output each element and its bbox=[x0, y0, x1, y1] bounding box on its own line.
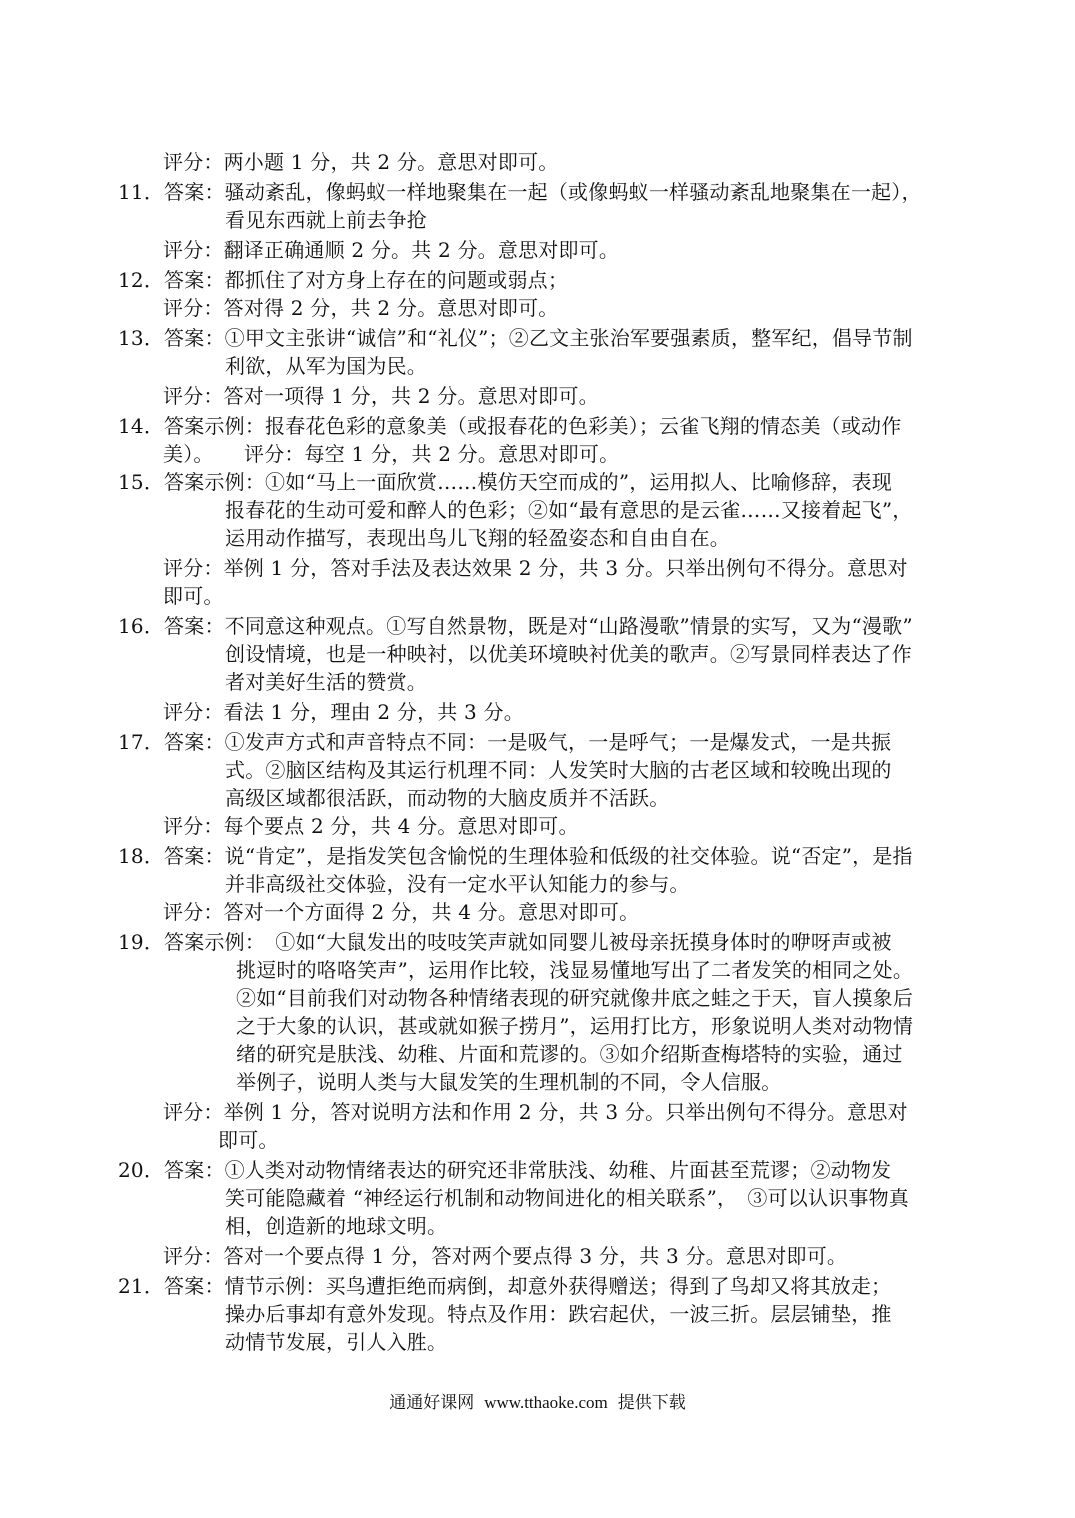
text-line: 评分：两小题 1 分，共 2 分。意思对即可。 bbox=[163, 150, 559, 174]
text-line: 式。②脑区结构及其运行机理不同：人发笑时大脑的古老区域和较晚出现的 bbox=[225, 758, 892, 782]
text-line: 评分：看法 1 分，理由 2 分，共 3 分。 bbox=[163, 700, 524, 724]
text-line: ②如“目前我们对动物各种情绪表现的研究就像井底之蛙之于天，盲人摸象后 bbox=[236, 986, 914, 1010]
footer-url-link[interactable]: www.tthaoke.com bbox=[484, 1393, 608, 1412]
text-line: 报春花的生动可爱和醉人的色彩；②如“最有意思的是云雀……又接着起飞”， bbox=[225, 498, 913, 522]
text-line: 11．答案：骚动紊乱，像蚂蚁一样地聚集在一起（或像蚂蚁一样骚动紊乱地聚集在一起）， bbox=[118, 180, 922, 204]
text-line: 评分：举例 1 分，答对说明方法和作用 2 分，共 3 分。只举出例句不得分。意思对 bbox=[163, 1100, 908, 1124]
page-footer bbox=[0, 1391, 1075, 1415]
text-line: 20．答案：①人类对动物情绪表达的研究还非常肤浅、幼稚、片面甚至荒谬；②动物发 bbox=[118, 1158, 892, 1182]
text-line: 利欲，从军为国为民。 bbox=[225, 354, 427, 378]
text-line: 创设情境，也是一种映衬，以优美环境映衬优美的歌声。②写景同样表达了作 bbox=[225, 642, 912, 666]
footer-suffix: 提供下载 bbox=[617, 1393, 686, 1413]
text-line: 12．答案：都抓住了对方身上存在的问题或弱点； bbox=[118, 268, 569, 292]
text-line: 19．答案示例： ①如“大鼠发出的吱吱笑声就如同婴儿被母亲抚摸身体时的咿呀声或被 bbox=[118, 930, 892, 954]
text-line: 美）。 评分：每空 1 分，共 2 分。意思对即可。 bbox=[163, 442, 620, 466]
text-line: 举例子，说明人类与大鼠发笑的生理机制的不同，令人信服。 bbox=[236, 1070, 782, 1094]
text-line: 评分：翻译正确通顺 2 分。共 2 分。意思对即可。 bbox=[163, 238, 620, 262]
text-line: 评分：每个要点 2 分，共 4 分。意思对即可。 bbox=[163, 814, 579, 838]
text-line: 14．答案示例：报春花色彩的意象美（或报春花的色彩美）；云雀飞翔的情态美（或动作 bbox=[118, 414, 902, 438]
text-line: 笑可能隐藏着 “神经运行机制和动物间进化的相关联系”， ③可以认识事物真 bbox=[225, 1186, 910, 1210]
text-line: 动情节发展，引人入胜。 bbox=[225, 1330, 448, 1354]
text-line: 绪的研究是肤浅、幼稚、片面和荒谬的。③如介绍斯查梅塔特的实验，通过 bbox=[236, 1042, 903, 1066]
text-line: 即可。 bbox=[218, 1128, 279, 1152]
text-line: 评分：答对一个方面得 2 分，共 4 分。意思对即可。 bbox=[163, 900, 640, 924]
text-line: 并非高级社交体验，没有一定水平认知能力的参与。 bbox=[225, 872, 690, 896]
text-line: 高级区域都很活跃，而动物的大脑皮质并不活跃。 bbox=[225, 786, 670, 810]
text-line: 评分：答对得 2 分，共 2 分。意思对即可。 bbox=[163, 296, 559, 320]
text-line: 15．答案示例：①如“马上一面欣赏……模仿天空而成的”，运用拟人、比喻修辞，表现 bbox=[118, 470, 892, 494]
footer-site-name: 通通好课网 bbox=[389, 1393, 475, 1413]
text-line: 运用动作描写，表现出鸟儿飞翔的轻盈姿态和自由自在。 bbox=[225, 526, 730, 550]
text-line: 评分：答对一项得 1 分，共 2 分。意思对即可。 bbox=[163, 384, 599, 408]
text-line: 操办后事却有意外发现。特点及作用：跌宕起伏，一波三折。层层铺垫，推 bbox=[225, 1302, 892, 1326]
text-line: 看见东西就上前去争抢 bbox=[225, 208, 427, 232]
text-line: 17．答案：①发声方式和声音特点不同：一是吸气，一是呼气；一是爆发式，一是共振 bbox=[118, 730, 892, 754]
text-line: 16．答案：不同意这种观点。①写自然景物，既是对“山路漫歌”情景的实写，又为“漫歌” bbox=[118, 614, 913, 638]
text-line: 评分：答对一个要点得 1 分，答对两个要点得 3 分，共 3 分。意思对即可。 bbox=[163, 1244, 848, 1268]
text-line: 13．答案：①甲文主张讲“诚信”和“礼仪”；②乙文主张治军要强素质，整军纪，倡导节制 bbox=[118, 326, 913, 350]
text-line: 21．答案：情节示例：买鸟遭拒绝而病倒，却意外获得赠送；得到了鸟却又将其放走； bbox=[118, 1274, 892, 1298]
text-line: 之于大象的认识，甚或就如猴子捞月”，运用打比方，形象说明人类对动物情 bbox=[236, 1014, 914, 1038]
text-line: 评分：举例 1 分，答对手法及表达效果 2 分，共 3 分。只举出例句不得分。意思对 bbox=[163, 556, 908, 580]
text-line: 者对美好生活的赞赏。 bbox=[225, 670, 427, 694]
text-line: 即可。 bbox=[163, 584, 224, 608]
text-line: 挑逗时的咯咯笑声”，运用作比较，浅显易懂地写出了二者发笑的相同之处。 bbox=[236, 958, 914, 982]
text-line: 相，创造新的地球文明。 bbox=[225, 1214, 448, 1238]
text-line: 18．答案：说“肯定”，是指发笑包含愉悦的生理体验和低级的社交体验。说“否定”，是指 bbox=[118, 844, 913, 868]
